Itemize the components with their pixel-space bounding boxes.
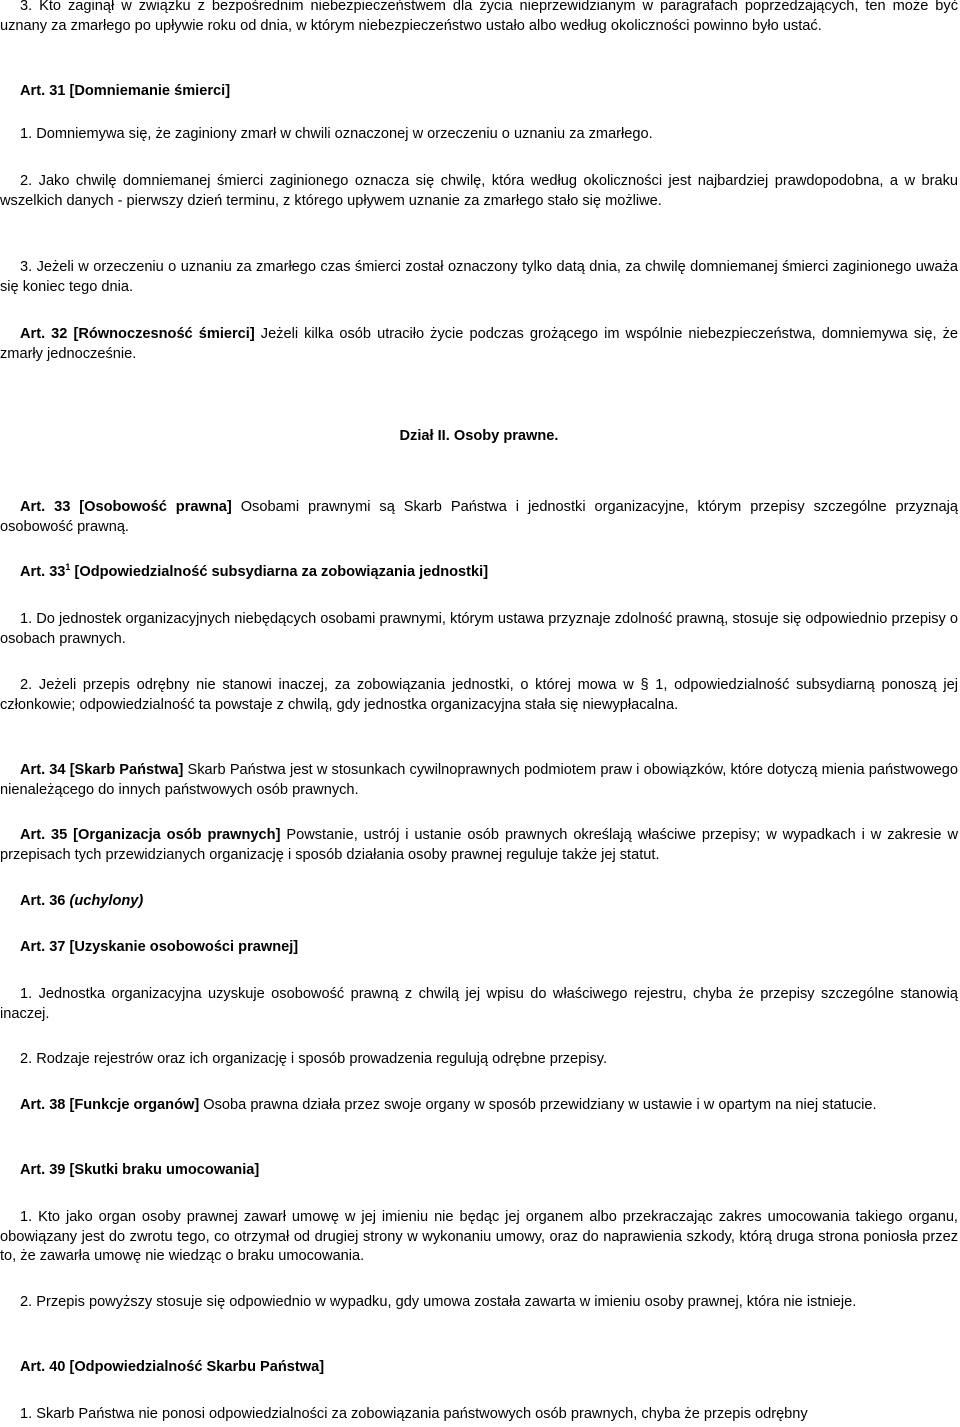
paragraph-text: Jednostka organizacyjna uzyskuje osobowość prawną z chwilą jej wpisu do właściwego rejestru, chyba że przepisy szczególne stanowią inaczej. bbox=[0, 986, 959, 1022]
article bbox=[0, 892, 958, 912]
paragraph-text: Rodzaje rejestrów oraz ich organizację i sposób prowadzenia regulują odrębne przepisy. bbox=[36, 1051, 608, 1067]
paragraph-number: 2. bbox=[20, 677, 33, 693]
paragraph-text: Do jednostek organizacyjnych niebędących osobami prawnymi, którym ustawa przyznaje zdolność prawną, stosuje się odpowiednio przepisy o osobach prawnych. bbox=[0, 611, 958, 647]
paragraph bbox=[0, 1293, 958, 1313]
paragraph-text: Przepis powyższy stosuje się odpowiednio w wypadku, gdy umowa została zawarta w imieniu osoby prawnej, która nie istnieje. bbox=[36, 1294, 857, 1310]
article-heading: Art. 36 bbox=[20, 893, 66, 909]
article-text: Skarb Państwa jest w stosunkach cywilnoprawnych podmiotem praw i obowiązków, które dotyczą mienia państwowego nienależącego do innych państwowych osób prawnych. bbox=[0, 762, 958, 798]
section-heading: Dział II. Osoby prawne. bbox=[399, 428, 559, 444]
paragraph bbox=[0, 0, 958, 36]
paragraph bbox=[0, 258, 958, 297]
paragraph-number: 3. bbox=[20, 0, 33, 14]
paragraph-number: 3. bbox=[20, 259, 33, 275]
article-status: (uchylony) bbox=[69, 893, 144, 909]
paragraph bbox=[0, 610, 958, 649]
article-heading bbox=[0, 938, 958, 958]
paragraph-number: 1. bbox=[20, 611, 33, 627]
paragraph-text: Jako chwilę domniemanej śmierci zaginionego oznacza się chwilę, która według okoliczności jest najbardziej prawdopodobna, a w braku wszelkich danych - pierwszy dzień terminu, z którego upływem uznanie za zmarłego stało się możliwe. bbox=[0, 173, 958, 209]
paragraph-text: Jeżeli w orzeczeniu o uznaniu za zmarłego czas śmierci został oznaczony tylko datą dnia, za chwilę domniemanej śmierci zaginionego uważa się koniec tego dnia. bbox=[0, 259, 958, 295]
article-heading-title: [Odpowiedzialność subsydiarna za zobowiązania jednostki] bbox=[74, 564, 489, 580]
article-heading: Art. 38 [Funkcje organów] bbox=[20, 1097, 200, 1113]
article-heading: Art. 33 [Osobowość prawna] bbox=[20, 499, 232, 515]
paragraph-number: 2. bbox=[20, 1294, 33, 1310]
paragraph bbox=[0, 985, 958, 1024]
article-heading-number: Art. 33 bbox=[20, 564, 66, 580]
paragraph-text: Domniemywa się, że zaginiony zmarł w chwili oznaczonej w orzeczeniu o uznaniu za zmarłego. bbox=[36, 126, 653, 142]
paragraph-number: 2. bbox=[20, 1051, 33, 1067]
article-heading-text: Art. 39 [Skutki braku umocowania] bbox=[20, 1162, 260, 1178]
paragraph-number: 2. bbox=[20, 173, 33, 189]
paragraph bbox=[0, 1405, 958, 1425]
paragraph-number: 1. bbox=[20, 1406, 33, 1422]
paragraph-text: Jeżeli przepis odrębny nie stanowi inaczej, za zobowiązania jednostki, o której mowa w § 1, odpowiedzialność subsydiarną ponoszą jej członkowie; odpowiedzialność ta powstaje z chwilą, gdy jednostka organizacyjna stała się niewypłacalna. bbox=[0, 677, 958, 713]
paragraph-number: 1. bbox=[20, 986, 33, 1002]
paragraph-number: 1. bbox=[20, 126, 33, 142]
article bbox=[0, 826, 958, 865]
paragraph bbox=[0, 1208, 958, 1267]
article bbox=[0, 1096, 958, 1116]
article-text: Jeżeli kilka osób utraciło życie podczas grożącego im wspólnie niebezpieczeństwa, domniemywa się, że zmarły jednocześnie. bbox=[0, 326, 958, 362]
article-text: Osobami prawnymi są Skarb Państwa i jednostki organizacyjne, którym przepisy szczególne przyznają osobowość prawną. bbox=[0, 499, 958, 535]
article-heading bbox=[0, 1161, 958, 1181]
paragraph-text: Kto zaginął w związku z bezpośrednim niebezpieczeństwem dla życia nieprzewidzianym w paragrafach poprzedzających, ten może być uznany za zmarłego po upływie roku od dnia, w którym niebezpieczeństwo ustało albo według okoliczności powinno było ustać. bbox=[0, 0, 958, 34]
paragraph-text: Kto jako organ osoby prawnej zawarł umowę w jej imieniu nie będąc jej organem albo przekraczając zakres umocowania takiego organu, obowiązany jest do zwrotu tego, co otrzymał od drugiej strony w wykonaniu umowy, oraz do naprawienia szkody, którą druga strona poniosła przez to, że zawarła umowę nie wiedząc o braku umocowania. bbox=[0, 1209, 958, 1264]
paragraph bbox=[0, 1050, 958, 1070]
superscript: 1 bbox=[65, 562, 71, 573]
article-heading: Art. 32 [Równoczesność śmierci] bbox=[20, 326, 255, 342]
paragraph-number: 1. bbox=[20, 1209, 33, 1225]
article bbox=[0, 761, 958, 800]
paragraph-text: Skarb Państwa nie ponosi odpowiedzialności za zobowiązania państwowych osób prawnych, chyba że przepis odrębny bbox=[36, 1406, 808, 1422]
article-text: Powstanie, ustrój i ustanie osób prawnych określają właściwe przepisy; w wypadkach i w zakresie w przepisach tych przewidzianych organizację i sposób działania osoby prawnej reguluje także jej statut. bbox=[0, 827, 958, 863]
article bbox=[0, 498, 958, 537]
article-heading: Art. 35 [Organizacja osób prawnych] bbox=[20, 827, 281, 843]
article-text: Osoba prawna działa przez swoje organy w sposób przewidziany w ustawie i w opartym na niej statucie. bbox=[203, 1097, 877, 1113]
article-heading bbox=[0, 1358, 958, 1378]
article-heading bbox=[0, 563, 958, 583]
article-heading-text: Art. 40 [Odpowiedzialność Skarbu Państwa] bbox=[20, 1359, 325, 1375]
paragraph bbox=[0, 172, 958, 211]
paragraph bbox=[0, 676, 958, 715]
paragraph bbox=[0, 125, 958, 145]
article-heading: Art. 34 [Skarb Państwa] bbox=[20, 762, 184, 778]
article-heading-text: Art. 37 [Uzyskanie osobowości prawnej] bbox=[20, 939, 299, 955]
article bbox=[0, 325, 958, 364]
article-heading: Art. 31 [Domniemanie śmierci] bbox=[20, 83, 231, 99]
